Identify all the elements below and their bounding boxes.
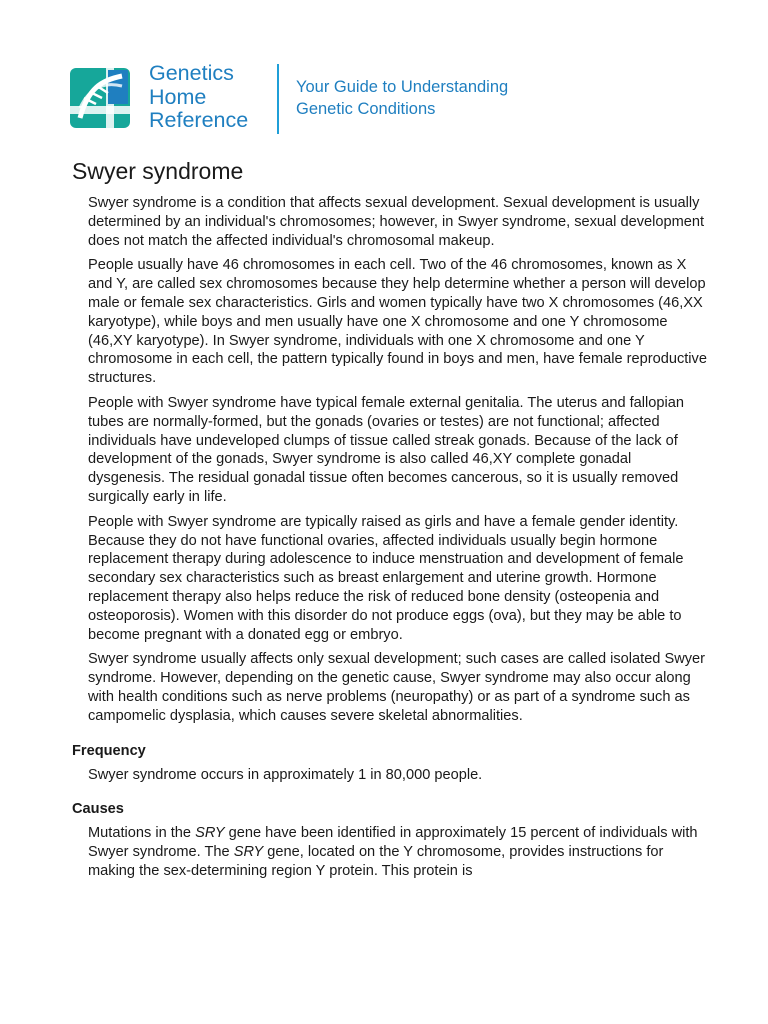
gene-name-sry-2: SRY: [233, 844, 264, 861]
causes-text-part-3: gene, located on the Y chromosome, provides instructions for making the sex-determining region Y protein. This protein is: [88, 844, 664, 879]
page-header: [70, 60, 710, 140]
paragraph-genitalia: People with Swyer syndrome have typical female external genitalia. The uterus and fallopian tubes are normally-formed, but the gonads (ovaries or testes) are not functional; affected individuals have undeveloped clumps of tissue called streak gonads. Because of the lack of development of the gonads, Swyer syndrome is also called 46,XY complete gonadal dysgenesis. The residual gonadal tissue often becomes cancerous, so it is usually removed surgically early in life.: [88, 394, 684, 505]
paragraph-chromosomes: People usually have 46 chromosomes in each cell. Two of the 46 chromosomes, known as X and Y, are called sex chromosomes because they help determine whether a person will develop male or female sex characteristics. Girls and women typically have two X chromosomes (46,XX karyotype), while boys and men usually have one X chromosome and one Y chromosome (46,XY karyotype). In Swyer syndrome, individuals with one X chromosome and one Y chromosome in each cell, the pattern typically found in boys and men, have female reproductive structures.: [88, 257, 707, 387]
causes-heading: Causes: [72, 801, 124, 818]
tagline-line-1: Your Guide to Understanding: [296, 78, 509, 96]
tagline: [296, 76, 508, 120]
page-title: Swyer syndrome: [72, 158, 244, 184]
header-divider: [277, 64, 279, 134]
paragraph-isolated: Swyer syndrome usually affects only sexual development; such cases are called isolated Swyer syndrome. However, depending on the genetic cause, Swyer syndrome may also occur along with health conditions such as nerve problems (neuropathy) or as part of a syndrome such as campomelic dysplasia, which causes severe skeletal abnormalities.: [88, 651, 706, 724]
paragraph-gender-identity: People with Swyer syndrome are typically raised as girls and have a female gender identity. Because they do not have functional ovaries, affected individuals usually begin hormone replacement therapy during adolescence to induce menstruation and development of female secondary sex characteristics such as breast enlargement and uterine growth. Hormone replacement therapy also helps reduce the risk of reduced bone density (osteopenia and osteoporosis). Women with this disorder do not produce eggs (ova), but they may be able to become pregnant with a donated egg or embryo.: [88, 513, 684, 643]
tagline-line-2: Genetic Conditions: [296, 100, 436, 118]
causes-text-part-1: Mutations in the: [88, 825, 196, 842]
causes-text: [88, 824, 712, 880]
brand-line-genetics: Genetics: [149, 61, 234, 85]
causes-text-part-2: gene have been identified in approximately 15 percent of individuals with Swyer syndrome. The: [88, 825, 698, 861]
gene-name-sry-1: SRY: [195, 825, 225, 842]
paragraph-intro: Swyer syndrome is a condition that affects sexual development. Sexual development is usually determined by an individual's chromosomes; however, in Swyer syndrome, sexual development does not match the affected individual's chromosomal makeup.: [88, 195, 705, 249]
document-body: [72, 156, 712, 887]
frequency-text: Swyer syndrome occurs in approximately 1 in 80,000 people.: [88, 766, 483, 783]
brand-line-reference: Reference: [149, 108, 249, 132]
brand-name: [149, 62, 248, 133]
frequency-heading: Frequency: [72, 742, 146, 759]
genetics-home-reference-logo-icon: [70, 68, 130, 128]
brand-line-home: Home: [149, 84, 207, 109]
